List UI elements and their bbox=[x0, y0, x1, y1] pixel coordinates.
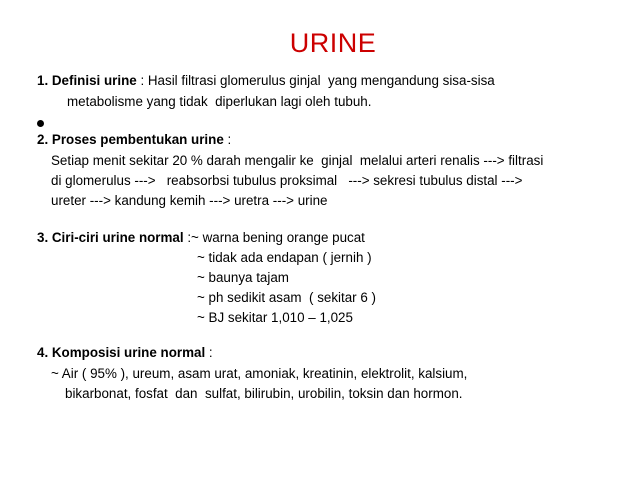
komposisi-line-1: ~ Air ( 95% ), ureum, asam urat, amoniak, kreatinin, elektrolit, kalsium, bbox=[51, 366, 468, 381]
definisi-text-2: metabolisme yang tidak diperlukan lagi oleh tubuh. bbox=[67, 94, 372, 109]
komposisi-heading: 4. Komposisi urine normal bbox=[37, 345, 206, 360]
komposisi-separator: : bbox=[205, 345, 213, 360]
ciri-item-1: ~ warna bening orange pucat bbox=[191, 230, 365, 245]
bullet-dot bbox=[37, 120, 44, 127]
proses-heading-line bbox=[37, 132, 231, 148]
ciri-heading: 3. Ciri-ciri urine normal bbox=[37, 230, 184, 245]
proses-line-1: Setiap menit sekitar 20 % darah mengalir ke ginjal melalui arteri renalis ---> filtrasi bbox=[51, 153, 544, 168]
proses-line-2: di glomerulus ---> reabsorbsi tubulus proksimal ---> sekresi tubulus distal ---> bbox=[51, 173, 523, 188]
definisi-separator: : bbox=[136, 73, 148, 88]
ciri-item-4: ~ ph sedikit asam ( sekitar 6 ) bbox=[197, 290, 376, 305]
definisi-text-1: Hasil filtrasi glomerulus ginjal yang mengandung sisa-sisa bbox=[147, 73, 495, 88]
proses-heading: 2. Proses pembentukan urine bbox=[37, 132, 224, 147]
ciri-item-3: ~ baunya tajam bbox=[197, 270, 289, 285]
proses-separator: : bbox=[223, 132, 232, 147]
slide-title: URINE bbox=[289, 28, 377, 58]
definisi-line-1 bbox=[37, 73, 495, 89]
komposisi-line-2: bikarbonat, fosfat dan sulfat, bilirubin, urobilin, toksin dan hormon. bbox=[65, 386, 463, 401]
komposisi-heading-line bbox=[37, 345, 213, 361]
proses-line-3: ureter ---> kandung kemih ---> uretra ---> urine bbox=[51, 193, 328, 208]
ciri-item-2: ~ tidak ada endapan ( jernih ) bbox=[197, 250, 372, 265]
definisi-heading: 1. Definisi urine bbox=[37, 73, 137, 88]
ciri-item-5: ~ BJ sekitar 1,010 – 1,025 bbox=[197, 310, 353, 325]
ciri-line-1 bbox=[37, 230, 365, 246]
ciri-separator: : bbox=[183, 230, 192, 245]
